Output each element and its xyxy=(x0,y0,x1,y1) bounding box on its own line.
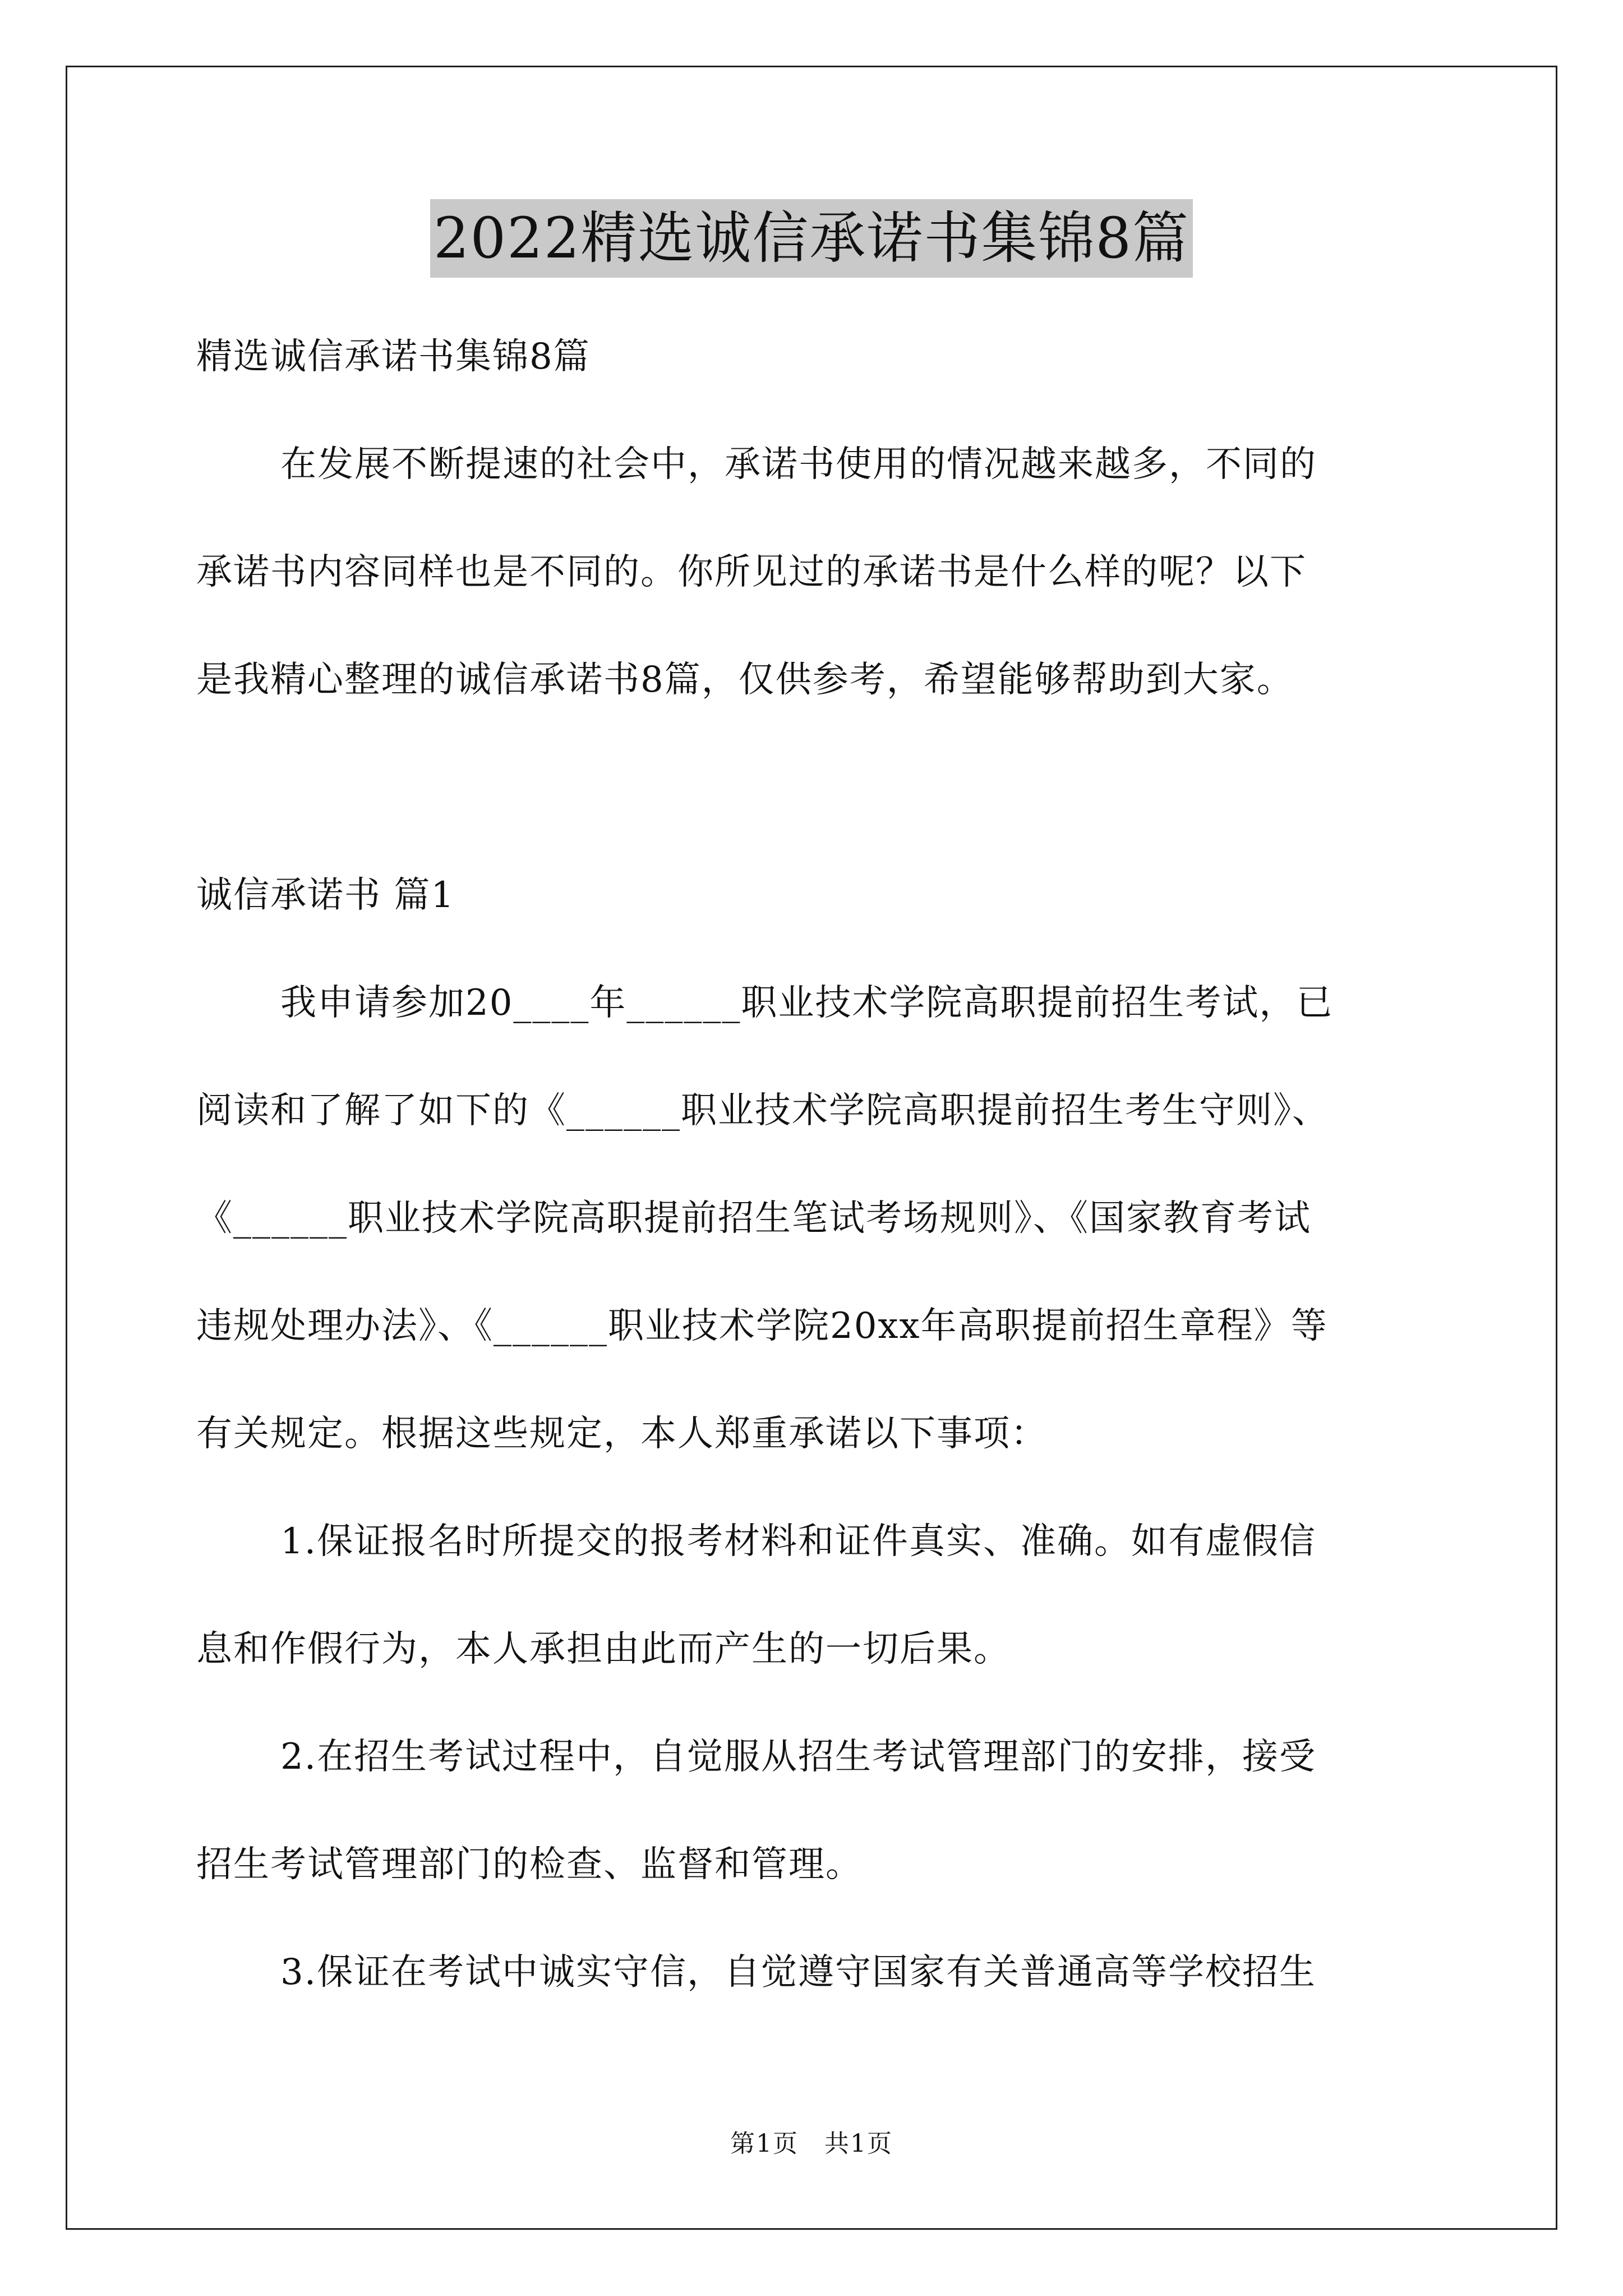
subtitle: 精选诚信承诺书集锦8篇 xyxy=(196,336,591,378)
intro-line: 是我精心整理的诚信承诺书8篇，仅供参考，希望能够帮助到大家。 xyxy=(196,659,1294,701)
blank-line xyxy=(196,734,1430,841)
paragraph-line: 我申请参加20____年______职业技术学院高职提前招生考试，已 xyxy=(280,982,1334,1024)
paragraph-line: 有关规定。根据这些规定，本人郑重承诺以下事项： xyxy=(196,1413,1048,1455)
list-item-line: 1.保证报名时所提交的报考材料和证件真实、准确。如有虚假信 xyxy=(280,1521,1317,1562)
paragraph-line: 违规处理办法》、《______职业技术学院20xx年高职提前招生章程》等 xyxy=(196,1305,1328,1347)
document-title-text: 2022精选诚信承诺书集锦8篇 xyxy=(430,199,1193,278)
list-item-line: 2.在招生考试过程中，自觉服从招生考试管理部门的安排，接受 xyxy=(280,1736,1317,1778)
intro-line: 在发展不断提速的社会中，承诺书使用的情况越来越多，不同的 xyxy=(280,444,1317,485)
list-item-line: 3.保证在考试中诚实守信，自觉遵守国家有关普通高等学校招生 xyxy=(280,1952,1317,1993)
document-body xyxy=(196,303,1430,2026)
paragraph-line: 阅读和了解了如下的《______职业技术学院高职提前招生考生守则》、 xyxy=(196,1090,1329,1131)
page-footer: 第1页 共1页 xyxy=(730,2129,893,2158)
list-item-line: 息和作假行为，本人承担由此而产生的一切后果。 xyxy=(196,1628,1011,1670)
intro-line: 承诺书内容同样也是不同的。你所见过的承诺书是什么样的呢？以下 xyxy=(196,551,1307,593)
document-title xyxy=(0,199,1623,278)
section-heading: 诚信承诺书 篇1 xyxy=(196,875,455,916)
paragraph-line: 《______职业技术学院高职提前招生笔试考场规则》、《国家教育考试 xyxy=(196,1198,1311,1239)
list-item-line: 招生考试管理部门的检查、监督和管理。 xyxy=(196,1844,863,1885)
